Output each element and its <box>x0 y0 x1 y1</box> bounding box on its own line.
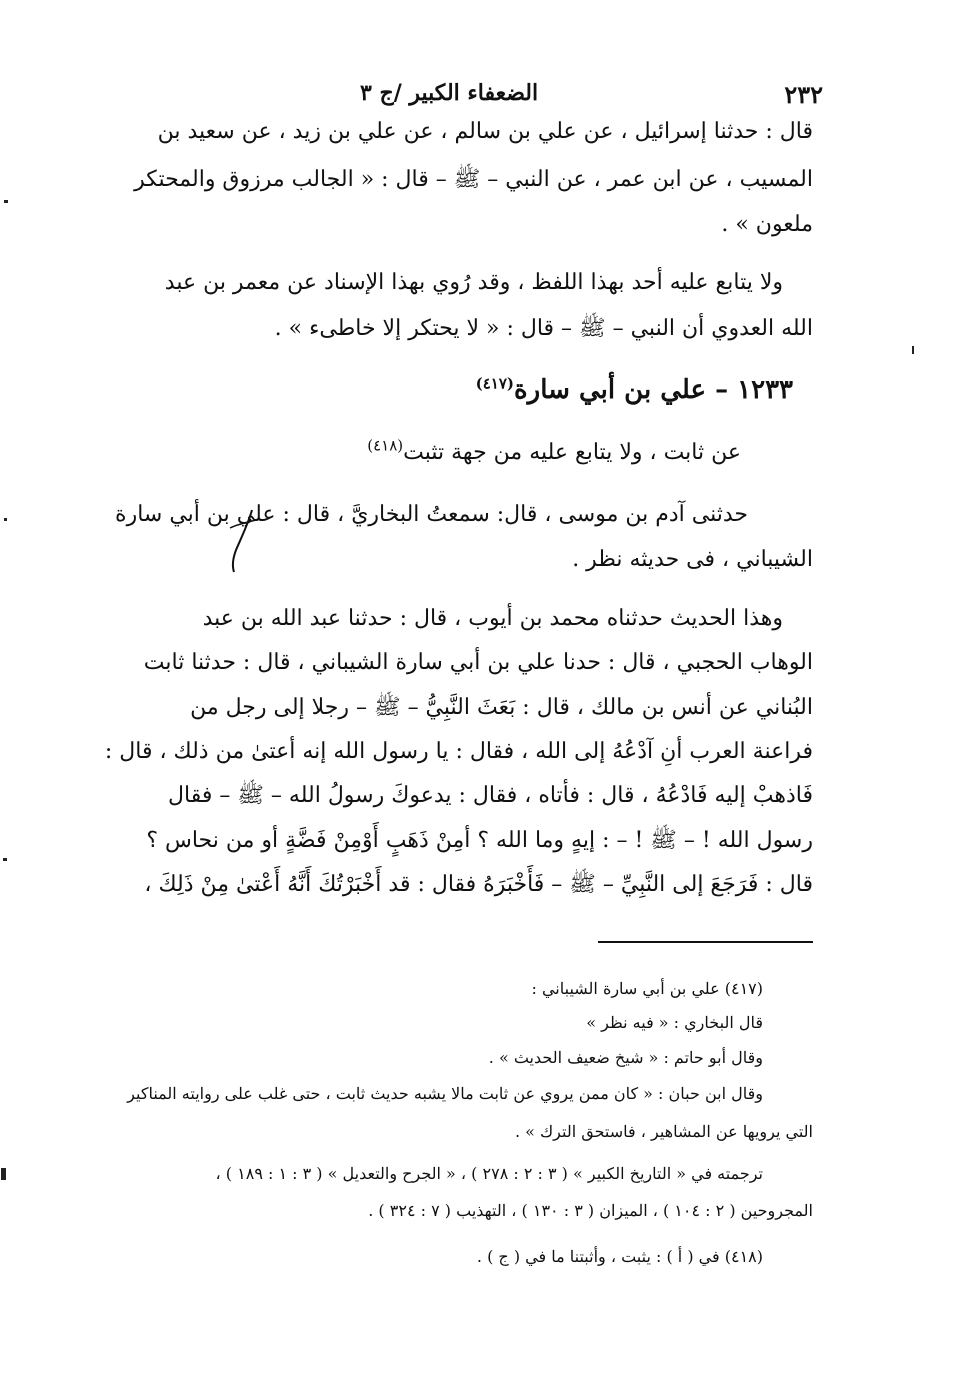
footnote-line: قال البخاري : « فيه نظر » <box>586 1013 763 1032</box>
footnote-line: التي يرويها عن المشاهير ، فاستحق الترك » . <box>514 1122 813 1141</box>
text-line <box>367 438 741 468</box>
entry-heading-text: ١٢٣٣ – علي بن أبي سارة <box>514 375 793 405</box>
text-line: الله العدوي أن النبي – ﷺ – قال : « لا يحتكر إلا خاطىء » . <box>274 316 813 341</box>
entry-heading <box>476 375 793 405</box>
footnote-line: (٤١٨) في ( أ ) : يثبت ، وأثبتنا ما في ( ج ) . <box>476 1247 763 1266</box>
text-line: ملعون » . <box>721 212 813 237</box>
text-line: الوهاب الحجبي ، قال : حدنا علي بن أبي سارة الشيباني ، قال : حدثنا ثابت <box>143 650 813 675</box>
footnote-line: (٤١٧) علي بن أبي سارة الشيباني : <box>531 979 763 998</box>
scan-mark <box>1 1168 6 1180</box>
text-line: الشيباني ، فى حديثه نظر . <box>572 547 813 572</box>
text-line: المسيب ، عن ابن عمر ، عن النبي – ﷺ – قال : « الجالب مرزوق والمحتكر <box>134 167 813 192</box>
footnote-separator <box>598 941 813 943</box>
page-number: ٢٣٢ <box>784 80 823 109</box>
text-line: ولا يتابع عليه أحد بهذا اللفظ ، وقد رُوي بهذا الإسناد عن معمر بن عبد <box>164 270 783 295</box>
pen-mark-icon <box>228 506 258 574</box>
text-line: حدثنى آدم بن موسى ، قال: سمعتُ البخاريَّ ، قال : علي بن أبي سارة <box>115 502 748 527</box>
text-line: قال : حدثنا إسرائيل ، عن علي بن سالم ، عن علي بن زيد ، عن سعيد بن <box>157 119 813 144</box>
text-line: البُناني عن أنس بن مالك ، قال : بَعَثَ النَّبِيُّ – ﷺ – رجلا إلى رجل من <box>190 695 813 720</box>
text-line: قال : فَرَجَعَ إلى النَّبِيِّ – ﷺ – فَأَخْبَرَهُ فقال : قد أَخْبَرْتُكَ أَنَّهُ أَعْتىٰ مِنْ ذَلِكَ ، <box>144 872 813 897</box>
running-title: الضعفاء الكبير /ج ٣ <box>360 80 539 106</box>
text-line: وهذا الحديث حدثناه محمد بن أيوب ، قال : حدثنا عبد الله بن عبد <box>202 606 783 631</box>
footnote-ref: (٤١٨) <box>367 436 404 455</box>
scan-mark <box>4 518 7 521</box>
scan-mark <box>4 200 8 203</box>
footnote-line: وقال أبو حاتم : « شيخ ضعيف الحديث » . <box>488 1048 763 1067</box>
footnote-line: وقال ابن حبان : « كان ممن يروي عن ثابت مالا يشبه حديث ثابت ، حتى غلب على روايته المناكير <box>127 1084 763 1103</box>
footnote-line: المجروحين ( ٢ : ١٠٤ ) ، الميزان ( ٣ : ١٣٠ ) ، التهذيب ( ٧ : ٣٢٤ ) . <box>368 1201 813 1220</box>
text-line: فَاذهبْ إليه فَادْعُهُ ، قال : فأتاه ، فقال : يدعوكَ رسولُ الله – ﷺ – فقال <box>168 783 813 808</box>
footnote-ref: (٤١٧) <box>475 374 515 393</box>
text-line: فراعنة العرب أنِ آدْعُهُ إلى الله ، فقال : يا رسول الله إنه أعتىٰ من ذلك ، قال : <box>104 739 813 764</box>
footnote-line: ترجمته في « التاريخ الكبير » ( ٣ : ٢ : ٢٧٨ ) ، « الجرح والتعديل » ( ٣ : ١ : ١٨٩ ) ، <box>215 1164 763 1183</box>
text-span: عن ثابت ، ولا يتابع عليه من جهة تثبت <box>403 440 741 465</box>
scan-mark <box>912 346 914 354</box>
text-line: رسول الله ! – ﷺ ! – : إيهٍ وما الله ؟ أمِنْ ذَهَبٍ أَوْمِنْ فَضَّةٍ أو من نحاس ؟ <box>146 828 813 853</box>
scan-mark <box>3 858 7 861</box>
